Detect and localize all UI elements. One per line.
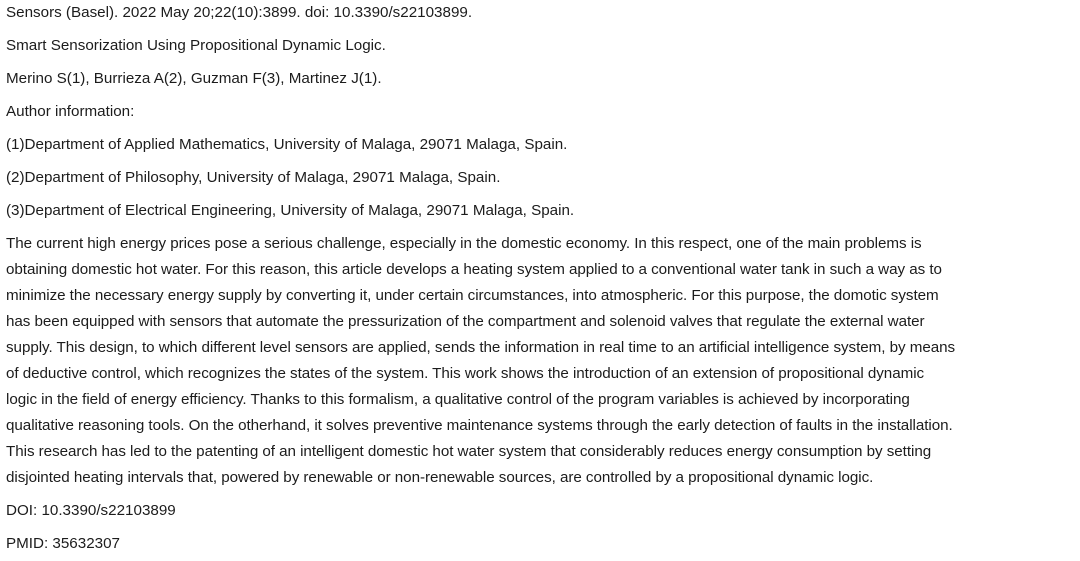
pmid-line: PMID: 35632307 bbox=[6, 535, 120, 552]
abstract-line: qualitative reasoning tools. On the otherhand, it solves preventive maintenance systems through the early detection of faults in the installation. bbox=[6, 417, 953, 434]
abstract-line: of deductive control, which recognizes the states of the system. This work shows the introduction of an extension of propositional dynamic bbox=[6, 365, 925, 382]
citation-line: Sensors (Basel). 2022 May 20;22(10):3899. doi: 10.3390/s22103899. bbox=[6, 4, 473, 21]
abstract-line: logic in the field of energy efficiency. Thanks to this formalism, a qualitative control of the program variables is achieved by incorporating bbox=[6, 391, 910, 408]
spacer bbox=[6, 26, 1074, 33]
doi-line: DOI: 10.3390/s22103899 bbox=[6, 502, 176, 519]
spacer bbox=[6, 191, 1074, 198]
affiliation-1: (1)Department of Applied Mathematics, University of Malaga, 29071 Malaga, Spain. bbox=[6, 136, 568, 153]
spacer bbox=[6, 491, 1074, 498]
affiliation-2: (2)Department of Philosophy, University of Malaga, 29071 Malaga, Spain. bbox=[6, 169, 501, 186]
affiliation-3: (3)Department of Electrical Engineering, University of Malaga, 29071 Malaga, Spain. bbox=[6, 202, 575, 219]
abstract bbox=[6, 231, 1074, 491]
author-list: Merino S(1), Burrieza A(2), Guzman F(3), Martinez J(1). bbox=[6, 70, 382, 87]
spacer bbox=[6, 125, 1074, 132]
abstract-line: minimize the necessary energy supply by converting it, under certain circumstances, into atmospheric. For this purpose, the domotic system bbox=[6, 287, 939, 304]
spacer bbox=[6, 158, 1074, 165]
spacer bbox=[6, 92, 1074, 99]
spacer bbox=[6, 524, 1074, 531]
abstract-line: disjointed heating intervals that, powered by renewable or non-renewable sources, are controlled by a propositional dynamic logic. bbox=[6, 469, 874, 486]
abstract-line: has been equipped with sensors that automate the pressurization of the compartment and solenoid valves that regulate the external water bbox=[6, 313, 925, 330]
abstract-line: This research has led to the patenting of an intelligent domestic hot water system that considerably reduces energy consumption by setting bbox=[6, 443, 932, 460]
abstract-line: obtaining domestic hot water. For this reason, this article develops a heating system applied to a conventional water tank in such a way as to bbox=[6, 261, 942, 278]
spacer bbox=[6, 224, 1074, 231]
spacer bbox=[6, 59, 1074, 66]
abstract-line: The current high energy prices pose a serious challenge, especially in the domestic economy. In this respect, one of the main problems is bbox=[6, 235, 922, 252]
author-info-label: Author information: bbox=[6, 103, 135, 120]
abstract-line: supply. This design, to which different level sensors are applied, sends the information in real time to an artificial intelligence system, by means bbox=[6, 339, 956, 356]
article-title: Smart Sensorization Using Propositional Dynamic Logic. bbox=[6, 37, 386, 54]
